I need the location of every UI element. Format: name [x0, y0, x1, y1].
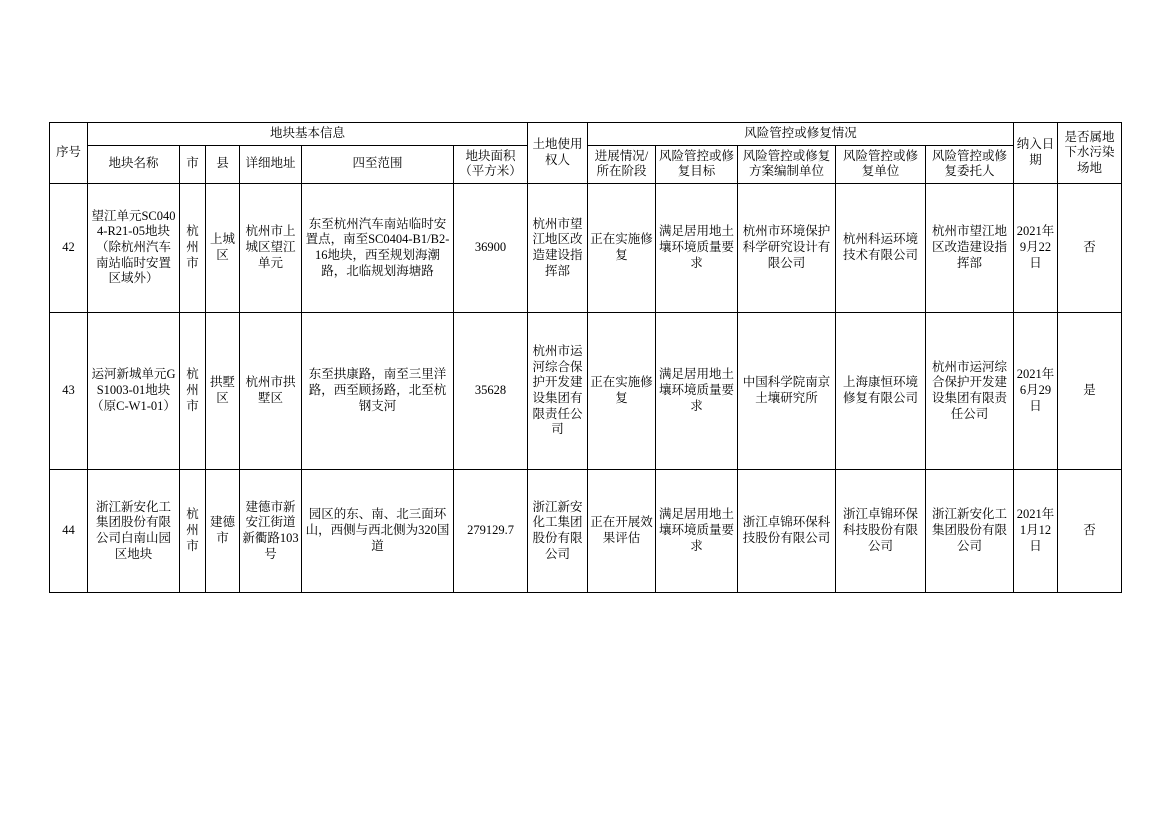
cell-goal: 满足居用地土壤环境质量要求 [656, 312, 738, 469]
cell-address: 建德市新安江街道新衢路103号 [240, 469, 302, 592]
table-row [50, 469, 1122, 592]
cell-owner: 杭州市运河综合保护开发建设集团有限责任公司 [528, 312, 588, 469]
cell-name: 运河新城单元GS1003-01地块（原C-W1-01） [88, 312, 180, 469]
cell-fix-unit: 上海康恒环境修复有限公司 [836, 312, 926, 469]
header-plan-unit: 风险管控或修复方案编制单位 [738, 145, 836, 183]
header-scope: 四至范围 [302, 145, 454, 183]
cell-owner: 杭州市望江地区改造建设指挥部 [528, 183, 588, 312]
cell-entrust-unit: 杭州市望江地区改造建设指挥部 [926, 183, 1014, 312]
header-county: 县 [206, 145, 240, 183]
cell-scope: 东至拱康路，南至三里洋路，西至顾扬路，北至杭钢支河 [302, 312, 454, 469]
cell-address: 杭州市上城区望江单元 [240, 183, 302, 312]
cell-seq: 43 [50, 312, 88, 469]
header-group-basic: 地块基本信息 [88, 123, 528, 146]
cell-stage: 正在实施修复 [588, 183, 656, 312]
header-area: 地块面积（平方米） [454, 145, 528, 183]
cell-area: 35628 [454, 312, 528, 469]
header-name: 地块名称 [88, 145, 180, 183]
header-groundwater: 是否属地下水污染场地 [1058, 123, 1122, 184]
cell-goal: 满足居用地土壤环境质量要求 [656, 183, 738, 312]
cell-entrust-unit: 浙江新安化工集团股份有限公司 [926, 469, 1014, 592]
cell-city: 杭州市 [180, 312, 206, 469]
contaminated-land-table [49, 122, 1122, 593]
cell-entrust-unit: 杭州市运河综合保护开发建设集团有限责任公司 [926, 312, 1014, 469]
cell-county: 上城区 [206, 183, 240, 312]
contaminated-land-table-wrapper [49, 122, 1121, 593]
cell-scope: 园区的东、南、北三面环山，西侧与西北侧为320国道 [302, 469, 454, 592]
cell-seq: 42 [50, 183, 88, 312]
cell-area: 279129.7 [454, 469, 528, 592]
header-group-risk: 风险管控或修复情况 [588, 123, 1014, 146]
cell-plan-unit: 浙江卓锦环保科技股份有限公司 [738, 469, 836, 592]
cell-goal: 满足居用地土壤环境质量要求 [656, 469, 738, 592]
cell-groundwater: 否 [1058, 469, 1122, 592]
header-seq: 序号 [50, 123, 88, 184]
cell-scope: 东至杭州汽车南站临时安置点，南至SC0404-B1/B2-16地块，西至规划海潮路，北临规划海塘路 [302, 183, 454, 312]
cell-plan-unit: 杭州市环境保护科学研究设计有限公司 [738, 183, 836, 312]
cell-name: 望江单元SC0404-R21-05地块（除杭州汽车南站临时安置区域外） [88, 183, 180, 312]
cell-area: 36900 [454, 183, 528, 312]
cell-owner: 浙江新安化工集团股份有限公司 [528, 469, 588, 592]
cell-stage: 正在实施修复 [588, 312, 656, 469]
table-row [50, 312, 1122, 469]
cell-address: 杭州市拱墅区 [240, 312, 302, 469]
table-body [50, 183, 1122, 592]
cell-groundwater: 是 [1058, 312, 1122, 469]
cell-county: 拱墅区 [206, 312, 240, 469]
table-header-group-row [50, 123, 1122, 146]
cell-county: 建德市 [206, 469, 240, 592]
header-fix-unit: 风险管控或修复单位 [836, 145, 926, 183]
cell-seq: 44 [50, 469, 88, 592]
header-stage: 进展情况/所在阶段 [588, 145, 656, 183]
header-goal: 风险管控或修复目标 [656, 145, 738, 183]
table-header [50, 123, 1122, 184]
cell-plan-unit: 中国科学院南京土壤研究所 [738, 312, 836, 469]
header-owner: 土地使用权人 [528, 123, 588, 184]
cell-date: 2021年9月22日 [1014, 183, 1058, 312]
cell-city: 杭州市 [180, 469, 206, 592]
header-entrust-unit: 风险管控或修复委托人 [926, 145, 1014, 183]
table-row [50, 183, 1122, 312]
cell-stage: 正在开展效果评估 [588, 469, 656, 592]
cell-fix-unit: 浙江卓锦环保科技股份有限公司 [836, 469, 926, 592]
cell-name: 浙江新安化工集团股份有限公司白南山园区地块 [88, 469, 180, 592]
header-date: 纳入日期 [1014, 123, 1058, 184]
header-city: 市 [180, 145, 206, 183]
cell-city: 杭州市 [180, 183, 206, 312]
cell-date: 2021年6月29日 [1014, 312, 1058, 469]
cell-date: 2021年1月12日 [1014, 469, 1058, 592]
cell-groundwater: 否 [1058, 183, 1122, 312]
header-address: 详细地址 [240, 145, 302, 183]
cell-fix-unit: 杭州科运环境技术有限公司 [836, 183, 926, 312]
